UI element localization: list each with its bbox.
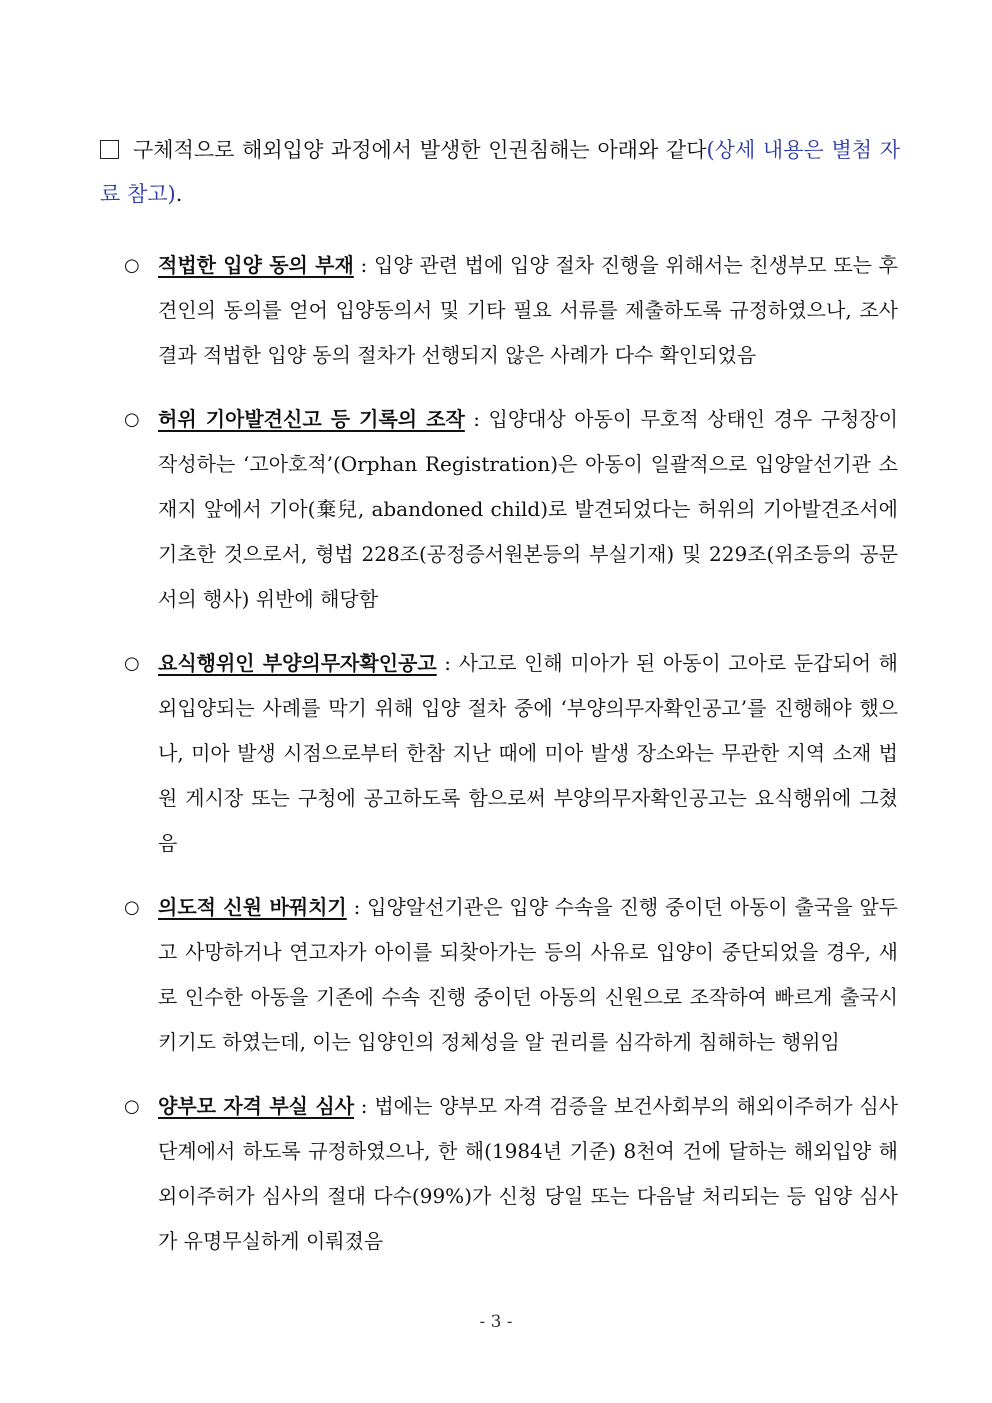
item-heading: 허위 기아발견신고 등 기록의 조작 bbox=[158, 407, 465, 431]
item-heading: 의도적 신원 바꿔치기 bbox=[158, 895, 347, 919]
checkbox-square-icon bbox=[100, 140, 119, 159]
intro-main-text: 구체적으로 해외입양 과정에서 발생한 인권침해는 아래와 같다 bbox=[133, 138, 707, 162]
item-heading: 적법한 입양 동의 부재 bbox=[158, 253, 354, 277]
item-body: 입양 관련 법에 입양 절차 진행을 위해서는 친생부모 또는 후견인의 동의를 얻어 입양동의서 및 기타 필요 서류를 제출하도록 규정하였으나, 조사 결과 적법한 입양 동의 절차가 선행되지 않은 사례가 다수 확인되었음 bbox=[158, 253, 898, 367]
item-heading: 요식행위인 부양의무자확인공고 bbox=[158, 651, 437, 675]
item-body: 입양알선기관은 입양 수속을 진행 중이던 아동이 출국을 앞두고 사망하거나 연고자가 아이를 되찾아가는 등의 사유로 입양이 중단되었을 경우, 새로 인수한 아동을 기존에 수속 진행 중이던 아동의 신원으로 조작하여 빠르게 출국시키기도 하였는데, 이는 입양인의 정체성을 알 권리를 심각하게 침해하는 행위임 bbox=[158, 895, 898, 1054]
intro-reference-note: (상세 내용은 별첨 자료 참고) bbox=[100, 138, 900, 206]
item-body: 사고로 인해 미아가 된 아동이 고아로 둔갑되어 해외입양되는 사례를 막기 위해 입양 절차 중에 ‘부양의무자확인공고’를 진행해야 했으나, 미아 발생 시점으로부터 한참 지난 때에 미아 발생 장소와는 무관한 지역 소재 법원 게시장 또는 구청에 공고하도록 함으로써 부양의무자확인공고는 요식행위에 그쳤음 bbox=[158, 651, 898, 855]
item-body: 입양대상 아동이 무호적 상태인 경우 구청장이 작성하는 ‘고아호적’(Orphan Registration)은 아동이 일괄적으로 입양알선기관 소재지 앞에서 기아(棄兒, abandoned child)로 발견되었다는 허위의 기아발견조서에 기초한 것으로서, 형법 228조(공정증서원본등의 부실기재) 및 229조(위조등의 공문서의 행사) 위반에 해당함 bbox=[158, 407, 899, 611]
issue-list bbox=[120, 243, 898, 1283]
circle-bullet-icon: ○ bbox=[124, 897, 140, 918]
item-separator: : bbox=[346, 895, 368, 919]
item-separator: : bbox=[436, 651, 459, 675]
list-item bbox=[120, 397, 898, 622]
circle-bullet-icon: ○ bbox=[124, 409, 140, 430]
item-separator: : bbox=[353, 253, 374, 277]
page-number: - 3 - bbox=[479, 1312, 513, 1332]
list-item bbox=[120, 885, 898, 1065]
item-heading: 양부모 자격 부실 심사 bbox=[158, 1094, 355, 1118]
intro-period: . bbox=[175, 182, 183, 206]
list-item bbox=[120, 1084, 898, 1264]
intro-paragraph bbox=[100, 128, 900, 216]
circle-bullet-icon: ○ bbox=[124, 653, 140, 674]
list-item bbox=[120, 243, 898, 378]
circle-bullet-icon: ○ bbox=[124, 255, 140, 276]
list-item bbox=[120, 641, 898, 866]
item-separator: : bbox=[354, 1094, 375, 1118]
item-body: 법에는 양부모 자격 검증을 보건사회부의 해외이주허가 심사 단계에서 하도록 규정하였으나, 한 해(1984년 기준) 8천여 건에 달하는 해외입양 해외이주허가 심사의 절대 다수(99%)가 신청 당일 또는 다음날 처리되는 등 입양 심사가 유명무실하게 이뤄졌음 bbox=[158, 1094, 898, 1253]
circle-bullet-icon: ○ bbox=[124, 1096, 140, 1117]
item-separator: : bbox=[464, 407, 489, 431]
intro-text bbox=[100, 128, 900, 216]
